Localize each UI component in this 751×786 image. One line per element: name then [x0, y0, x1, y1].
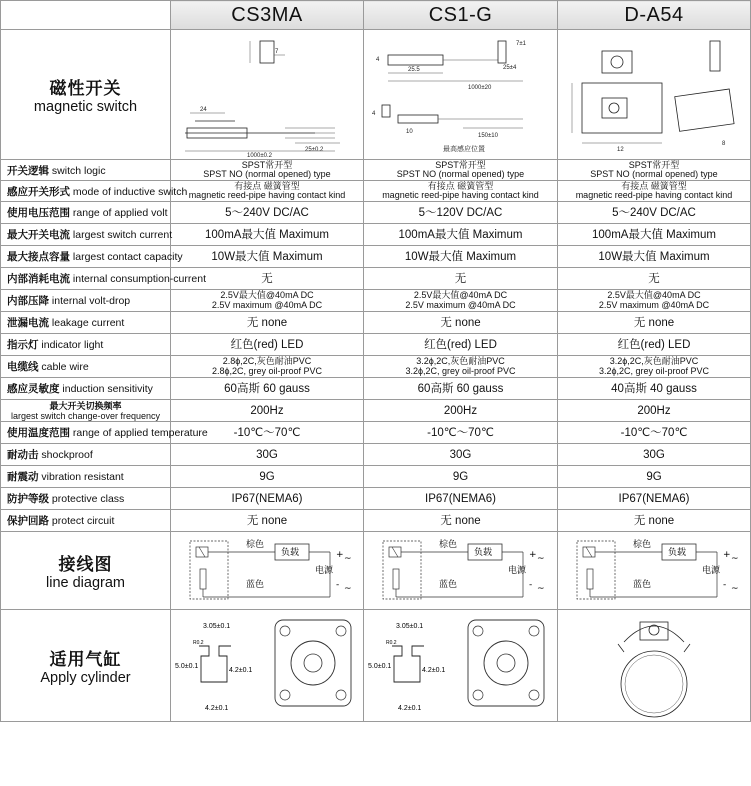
spec-label-zh: 指示灯 — [7, 339, 39, 351]
wire-brown-label: 棕色 — [632, 539, 651, 550]
spec-value-da54 — [558, 356, 751, 378]
spec-label-zh: 耐动击 — [7, 449, 39, 461]
header-corner — [1, 1, 171, 30]
dim-305: 3.05±0.1 — [396, 622, 424, 630]
spec-value-line: 红色(red) LED — [617, 338, 691, 351]
spec-label-zh: 防护等级 — [7, 493, 49, 505]
spec-label-zh: 使用温度范围 — [7, 427, 70, 439]
spec-label-en: protect circuit — [51, 515, 115, 527]
spec-value-cs1g — [364, 181, 558, 202]
spec-value-line: 无 none — [440, 514, 481, 527]
plus-label: + — [335, 549, 344, 560]
da54-cylinder-drawing — [594, 612, 714, 720]
spec-label — [1, 246, 183, 268]
wiring-da54 — [558, 532, 751, 610]
spec-row — [1, 246, 751, 268]
spec-value-line: 2.5V最大值@40mA DC — [413, 290, 508, 300]
power-label: 电源 — [314, 565, 333, 576]
spec-label-zh: 最大接点容量 — [7, 251, 70, 263]
spec-value-line: 100mA最大值 Maximum — [398, 228, 523, 241]
spec-value-cs3ma — [171, 290, 364, 312]
spec-value-cs1g — [364, 312, 558, 334]
spec-label-en: internal consumption-current — [72, 273, 206, 285]
spec-value-cs1g — [364, 224, 558, 246]
spec-label — [1, 400, 171, 422]
wire-blue-label: 蓝色 — [632, 579, 651, 590]
svg-text:7: 7 — [274, 48, 278, 55]
spec-label — [1, 268, 206, 290]
spec-value-cs3ma — [171, 202, 364, 224]
spec-label-zh: 内部压降 — [7, 295, 49, 307]
spec-value-line: 2.8ϕ,2C, grey oil-proof PVC — [211, 365, 323, 376]
spec-value-line: 10W最大值 Maximum — [404, 250, 517, 263]
wiring-diagram — [373, 535, 548, 607]
dim-305: 3.05±0.1 — [202, 622, 230, 630]
dim-42a: 4.2±0.1 — [228, 666, 252, 674]
cylinder-cs1g — [364, 610, 558, 722]
spec-value-line: 无 none — [440, 316, 481, 329]
spec-value-cs3ma — [171, 334, 364, 356]
svg-text:4: 4 — [372, 110, 376, 117]
spec-value-line: 30G — [643, 448, 665, 461]
spec-label-en: switch logic — [51, 164, 106, 177]
dim-42a: 4.2±0.1 — [422, 666, 446, 674]
spec-value-da54 — [558, 510, 751, 532]
wiring-cs1g — [364, 532, 558, 610]
da54-dimension-drawing — [562, 33, 747, 157]
spec-value-cs1g — [364, 268, 558, 290]
cylinder-da54 — [558, 610, 751, 722]
spec-value-line: IP67(NEMA6) — [231, 492, 303, 505]
dim-r02: R0.2 — [192, 639, 204, 646]
spec-value-line: 无 — [648, 272, 660, 285]
section-title-zh: 接线图 — [58, 555, 113, 574]
spec-value-cs3ma — [171, 466, 364, 488]
wire-brown-label: 棕色 — [439, 539, 458, 550]
wire-blue-label: 蓝色 — [439, 579, 458, 590]
spec-label-en: indicator light — [41, 339, 104, 351]
spec-label-en: largest contact capacity — [72, 251, 183, 263]
spec-row — [1, 334, 751, 356]
spec-value-line: magnetic reed-pipe having contact kind — [575, 190, 733, 200]
spec-label-en: largest switch change-over frequency — [10, 410, 161, 421]
spec-label-en: cable wire — [41, 361, 89, 373]
spec-label-en: range of applied volt — [72, 207, 168, 219]
spec-value-line: 无 — [454, 272, 467, 285]
spec-value-line: 30G — [449, 448, 472, 461]
spec-label — [1, 444, 171, 466]
spec-value-cs3ma — [171, 400, 364, 422]
spec-label-en: internal volt-drop — [51, 295, 131, 307]
spec-value-cs3ma — [171, 246, 364, 268]
spec-value-line: SPST NO (normal opened) type — [590, 169, 718, 179]
spec-value-cs3ma — [171, 510, 364, 532]
spec-value-line: 5～240V DC/AC — [225, 206, 309, 219]
spec-label — [1, 202, 171, 224]
spec-value-line: IP67(NEMA6) — [618, 492, 690, 505]
section-line-diagram — [1, 532, 171, 610]
model-header-da54: D-A54 — [558, 1, 751, 30]
spec-value-cs1g — [364, 466, 558, 488]
spec-value-line: -10℃～70℃ — [427, 426, 494, 439]
spec-value-cs3ma — [171, 378, 364, 400]
spec-row — [1, 488, 751, 510]
spec-value-line: 无 none — [633, 316, 675, 329]
spec-label — [1, 160, 171, 181]
svg-text:24: 24 — [199, 106, 207, 113]
drawing-da54 — [558, 30, 751, 160]
cylinder-cs3ma — [171, 610, 364, 722]
section-apply-cylinder — [1, 610, 171, 722]
spec-value-line: magnetic reed-pipe having contact kind — [188, 190, 346, 200]
spec-value-line: 无 none — [633, 514, 675, 527]
load-label: 负载 — [280, 547, 299, 558]
spec-value-cs1g — [364, 422, 558, 444]
spec-value-cs1g — [364, 444, 558, 466]
spec-label-zh: 最大开关切换频率 — [49, 400, 122, 411]
spec-value-line: 3.2ϕ,2C,灰色耐油PVC — [416, 356, 505, 366]
plus-label: + — [529, 549, 537, 560]
spec-label-en: largest switch current — [72, 229, 173, 241]
wiring-diagram — [567, 535, 742, 607]
section-title-en: magnetic switch — [33, 99, 138, 115]
spec-label — [1, 422, 208, 444]
spec-label-zh: 最大开关电流 — [7, 229, 70, 241]
spec-value-line: magnetic reed-pipe having contact kind — [382, 190, 539, 200]
spec-label — [1, 224, 171, 246]
spec-value-line: 9G — [646, 470, 662, 483]
spec-value-cs1g — [364, 378, 558, 400]
svg-text:1000±0.2: 1000±0.2 — [246, 152, 272, 159]
spec-value-da54 — [558, 202, 751, 224]
load-label: 负载 — [667, 547, 686, 558]
minus-label: - — [722, 579, 726, 590]
spec-label — [1, 181, 188, 202]
spec-row — [1, 356, 751, 378]
spec-row — [1, 224, 751, 246]
spec-label-en: mode of inductive switch — [72, 185, 188, 198]
cs1g-dimension-drawing — [368, 33, 553, 157]
spec-label-zh: 开关逻辑 — [7, 164, 49, 177]
spec-value-line: IP67(NEMA6) — [425, 492, 496, 505]
spec-value-cs1g — [364, 334, 558, 356]
svg-text:150±10: 150±10 — [478, 132, 498, 139]
section-title-zh: 磁性开关 — [49, 79, 122, 98]
spec-value-line: 100mA最大值 Maximum — [592, 228, 716, 241]
spec-value-cs3ma — [171, 444, 364, 466]
svg-text:12: 12 — [616, 146, 624, 153]
spec-row — [1, 378, 751, 400]
model-header-cs1g: CS1-G — [364, 1, 558, 30]
svg-text:25.5: 25.5 — [408, 66, 420, 73]
ac-bottom-label: ~ — [537, 583, 545, 594]
spec-row — [1, 510, 751, 532]
spec-value-line: 有接点 磁簧管型 — [234, 180, 300, 191]
spec-value-line: 无 none — [246, 514, 288, 527]
spec-value-line: 无 — [261, 272, 273, 285]
spec-label — [1, 378, 171, 400]
wire-brown-label: 棕色 — [245, 539, 264, 550]
spec-value-cs1g — [364, 202, 558, 224]
spec-row — [1, 202, 751, 224]
spec-value-cs1g — [364, 400, 558, 422]
spec-value-line: 3.2ϕ,2C,灰色耐油PVC — [609, 356, 699, 366]
svg-text:25±4: 25±4 — [503, 64, 517, 71]
svg-text:4: 4 — [376, 56, 380, 63]
spec-value-da54 — [558, 334, 751, 356]
spec-value-da54 — [558, 181, 751, 202]
spec-value-da54 — [558, 160, 751, 181]
spec-row — [1, 444, 751, 466]
spec-label — [1, 466, 171, 488]
dim-50: 5.0±0.1 — [368, 662, 392, 670]
svg-text:8: 8 — [721, 140, 725, 147]
spec-label-zh: 泄漏电流 — [7, 317, 49, 329]
ac-bottom-label: ~ — [730, 583, 739, 594]
spec-label-zh: 使用电压范围 — [7, 207, 70, 219]
spec-label-zh: 耐震动 — [7, 471, 39, 483]
spec-value-line: 3.2ϕ,2C, grey oil-proof PVC — [405, 365, 516, 376]
spec-value-cs1g — [364, 246, 558, 268]
spec-value-cs1g — [364, 510, 558, 532]
spec-value-da54 — [558, 378, 751, 400]
cylinder-slot-drawing — [368, 612, 553, 720]
spec-row — [1, 160, 751, 181]
spec-value-line: 60高斯 60 gauss — [417, 382, 504, 395]
spec-value-line: 5～120V DC/AC — [418, 206, 503, 219]
spec-value-line: 5～240V DC/AC — [612, 206, 696, 219]
ac-top-label: ~ — [343, 553, 352, 564]
spec-value-line: 40高斯 40 gauss — [611, 382, 697, 395]
spec-row — [1, 312, 751, 334]
spec-label-zh: 保护回路 — [7, 515, 49, 527]
spec-value-line: 2.5V最大值@40mA DC — [607, 290, 701, 300]
spec-label-en: protective class — [51, 493, 125, 505]
spec-value-line: 红色(red) LED — [230, 338, 304, 351]
spec-row — [1, 466, 751, 488]
spec-row — [1, 422, 751, 444]
spec-value-da54 — [558, 400, 751, 422]
svg-text:1000±20: 1000±20 — [468, 84, 492, 91]
spec-value-line: 2.5V maximum @40mA DC — [598, 299, 710, 310]
spec-value-cs1g — [364, 356, 558, 378]
section-title-en: Apply cylinder — [40, 670, 131, 686]
wire-blue-label: 蓝色 — [245, 579, 264, 590]
spec-label — [1, 510, 171, 532]
spec-value-line: 有接点 磁簧管型 — [621, 180, 687, 191]
spec-label-zh: 内部消耗电流 — [7, 273, 70, 285]
spec-value-line: SPST NO (normal opened) type — [203, 169, 331, 179]
spec-value-da54 — [558, 488, 751, 510]
dim-42b: 4.2±0.1 — [204, 704, 228, 712]
cs3ma-dimension-drawing — [175, 33, 360, 157]
spec-value-line: SPST常开型 — [628, 159, 680, 170]
spec-value-da54 — [558, 246, 751, 268]
spec-value-cs1g — [364, 290, 558, 312]
spec-label-zh: 感应灵敏度 — [7, 383, 60, 395]
spec-label-en: induction sensitivity — [62, 383, 153, 395]
spec-label — [1, 290, 171, 312]
spec-value-line: SPST NO (normal opened) type — [396, 169, 525, 179]
spec-value-cs3ma — [171, 160, 364, 181]
spec-value-cs1g — [364, 160, 558, 181]
spec-value-line: 9G — [452, 470, 469, 483]
spec-value-cs3ma — [171, 181, 364, 202]
svg-text:最高感应位置: 最高感应位置 — [443, 144, 485, 153]
ac-top-label: ~ — [537, 553, 545, 564]
spec-value-line: 9G — [259, 470, 275, 483]
load-label: 负载 — [474, 547, 493, 558]
svg-text:7±1: 7±1 — [516, 40, 526, 47]
dim-50: 5.0±0.1 — [174, 662, 198, 670]
spec-value-line: 10W最大值 Maximum — [211, 250, 323, 263]
spec-value-line: 100mA最大值 Maximum — [205, 228, 329, 241]
spec-label — [1, 334, 171, 356]
spec-label-en: range of applied temperature — [72, 427, 208, 439]
section-title-zh: 适用气缸 — [49, 650, 122, 669]
spec-label-en: vibration resistant — [41, 471, 124, 483]
spec-value-line: 60高斯 60 gauss — [224, 382, 310, 395]
spec-value-line: 2.5V maximum @40mA DC — [405, 299, 516, 310]
spec-value-line: 2.5V最大值@40mA DC — [220, 290, 314, 300]
spec-row — [1, 181, 751, 202]
ac-bottom-label: ~ — [343, 583, 352, 594]
minus-label: - — [529, 579, 533, 590]
svg-text:10: 10 — [406, 128, 413, 135]
dim-42b: 4.2±0.1 — [398, 704, 422, 712]
power-label: 电源 — [508, 565, 527, 576]
spec-value-da54 — [558, 466, 751, 488]
plus-label: + — [722, 549, 731, 560]
spec-value-line: 无 none — [246, 316, 288, 329]
spec-value-da54 — [558, 312, 751, 334]
spec-value-line: 3.2ϕ,2C, grey oil-proof PVC — [598, 365, 710, 376]
svg-text:25±0.2: 25±0.2 — [304, 146, 323, 153]
section-magnetic-switch — [1, 30, 171, 160]
spec-value-line: -10℃～70℃ — [620, 426, 688, 439]
section-title-en: line diagram — [46, 575, 125, 591]
spec-label — [1, 356, 171, 378]
spec-label — [1, 312, 171, 334]
spec-row — [1, 268, 751, 290]
spec-value-line: SPST常开型 — [435, 159, 486, 170]
spec-value-cs3ma — [171, 356, 364, 378]
spec-value-line: 200Hz — [637, 404, 671, 417]
spec-label — [1, 488, 171, 510]
spec-row — [1, 400, 751, 422]
spec-value-cs3ma — [171, 224, 364, 246]
spec-value-da54 — [558, 268, 751, 290]
spec-value-line: SPST常开型 — [241, 159, 293, 170]
minus-label: - — [335, 579, 339, 590]
spec-value-cs3ma — [171, 488, 364, 510]
spec-value-line: 10W最大值 Maximum — [598, 250, 710, 263]
spec-value-da54 — [558, 290, 751, 312]
ac-top-label: ~ — [730, 553, 739, 564]
spec-value-da54 — [558, 422, 751, 444]
spec-label-en: shockproof — [41, 449, 93, 461]
spec-label-zh: 电缆线 — [7, 361, 39, 373]
spec-value-da54 — [558, 444, 751, 466]
spec-value-cs3ma — [171, 312, 364, 334]
wiring-diagram — [180, 535, 355, 607]
model-header-cs3ma: CS3MA — [171, 1, 364, 30]
spec-value-line: 红色(red) LED — [424, 338, 497, 351]
spec-label-en: leakage current — [51, 317, 125, 329]
cylinder-slot-drawing — [175, 612, 360, 720]
power-label: 电源 — [701, 565, 720, 576]
drawing-cs1g — [364, 30, 558, 160]
spec-value-line: 200Hz — [443, 404, 478, 417]
wiring-cs3ma — [171, 532, 364, 610]
spec-value-line: 2.8ϕ,2C,灰色耐油PVC — [222, 356, 312, 366]
spec-row — [1, 290, 751, 312]
spec-label-zh: 感应开关形式 — [7, 185, 70, 198]
spec-value-line: 2.5V maximum @40mA DC — [211, 299, 323, 310]
spec-value-line: 有接点 磁簧管型 — [427, 180, 494, 191]
spec-value-line: 30G — [256, 448, 278, 461]
spec-value-line: 200Hz — [250, 404, 284, 417]
dim-r02: R0.2 — [386, 639, 397, 646]
drawing-cs3ma — [171, 30, 364, 160]
spec-value-da54 — [558, 224, 751, 246]
spec-value-cs1g — [364, 488, 558, 510]
spec-value-line: -10℃～70℃ — [233, 426, 301, 439]
